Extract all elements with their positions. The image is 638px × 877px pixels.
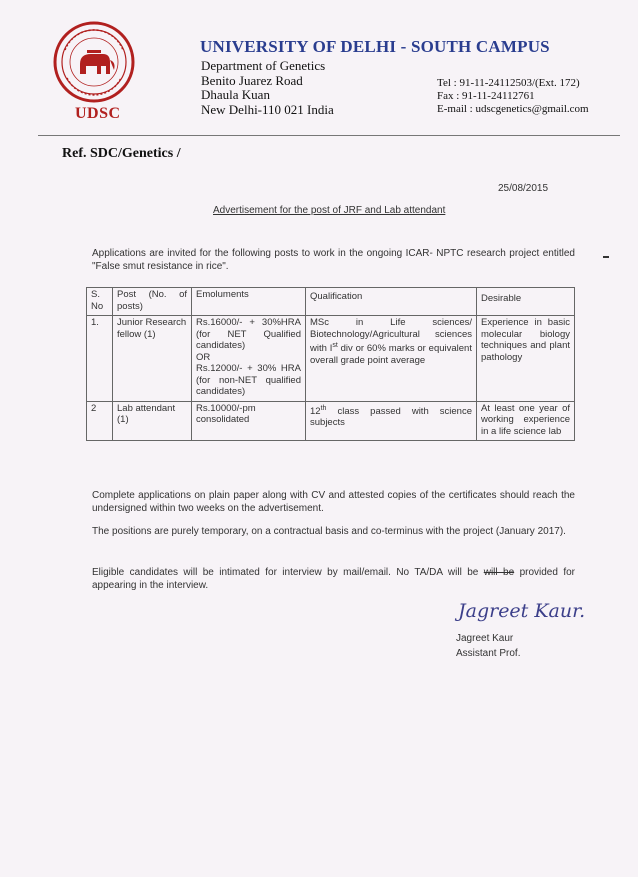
fax: Fax : 91-11-24112761 xyxy=(437,90,535,102)
superscript: st xyxy=(332,342,338,349)
header-cell: S. No xyxy=(87,288,113,316)
terms-paragraph: The positions are purely temporary, on a contractual basis and co-terminus with the project (January 2017). xyxy=(92,526,566,537)
header-cell: Qualification xyxy=(306,288,477,316)
serial-cell: 2 xyxy=(87,401,113,441)
eligibility-paragraph xyxy=(92,567,575,592)
eligibility-text: provided for appearing in the interview. xyxy=(92,567,575,591)
qualification-text: 12 xyxy=(310,405,321,417)
post-cell: Junior Research fellow (1) xyxy=(113,316,192,402)
margin-mark xyxy=(603,256,609,258)
qualification-cell xyxy=(306,401,477,441)
qualification-text: class passed with science subjects xyxy=(310,405,472,429)
table-header-row xyxy=(87,288,575,316)
emolument-non-net: Rs.12000/- + 30% HRA (for non-NET qualified candidates) xyxy=(196,363,301,397)
qualification-text: div or 60% marks or equivalent overall grade point average xyxy=(310,343,472,366)
email: E-mail : udscgenetics@gmail.com xyxy=(437,103,589,115)
emoluments-cell: Rs.10000/-pm consolidated xyxy=(192,401,306,441)
address-line: Benito Juarez Road xyxy=(201,72,303,88)
emoluments-cell xyxy=(192,316,306,402)
application-paragraph: Complete applications on plain paper along with CV and attested copies of the certificates should reach the undersigned within two weeks on the advertisement. xyxy=(92,490,575,514)
struck-text: will be xyxy=(483,567,515,578)
address-line: New Delhi-110 021 India xyxy=(201,101,334,117)
header-cell: Emoluments xyxy=(192,288,306,316)
header-cell: Post (No. of posts) xyxy=(113,288,192,316)
letter-date: 25/08/2015 xyxy=(498,183,549,194)
logo-wordmark: UDSC xyxy=(75,105,121,122)
table-row xyxy=(87,401,575,441)
handwritten-signature: Jagreet Kaur. xyxy=(458,600,586,622)
intro-paragraph: Applications are invited for the following posts to work in the ongoing ICAR- NPTC research project entitled "False smut resistance in rice". xyxy=(92,248,575,272)
header-divider xyxy=(38,135,620,136)
serial-cell: 1. xyxy=(87,316,113,402)
university-title: UNIVERSITY OF DELHI - SOUTH CAMPUS xyxy=(200,37,550,56)
posts-table xyxy=(86,287,575,441)
address-line: Department of Genetics xyxy=(201,58,326,73)
header-cell: Desirable xyxy=(477,288,575,316)
address-line: Dhaula Kuan xyxy=(201,87,270,102)
signatory-name: Jagreet Kaur xyxy=(456,633,514,644)
university-seal-logo xyxy=(53,20,135,104)
reference-number: Ref. SDC/Genetics / xyxy=(62,146,181,161)
signatory xyxy=(456,631,520,661)
desirable-cell: At least one year of working experience in a life science lab xyxy=(477,401,575,441)
department-address xyxy=(201,59,334,117)
post-cell: Lab attendant (1) xyxy=(113,401,192,441)
telephone: Tel : 91-11-24112503/(Ext. 172) xyxy=(437,77,580,89)
table-row xyxy=(87,316,575,402)
superscript: th xyxy=(320,404,327,412)
emolument-net: Rs.16000/- + 30%HRA (for NET Qualified candidates) xyxy=(196,317,301,351)
contact-block xyxy=(437,77,589,116)
qualification-text: MSc in Life sciences/ Biotechnology/Agricultural sciences with I xyxy=(310,317,472,355)
eligibility-text: Eligible candidates will be intimated for interview by mail/email. No TA/DA will be xyxy=(92,567,484,578)
signatory-title: Assistant Prof. xyxy=(456,648,521,659)
qualification-cell xyxy=(306,316,477,402)
desirable-cell: Experience in basic molecular biology techniques and plant pathology xyxy=(477,316,575,402)
advertisement-title: Advertisement for the post of JRF and Lab attendant xyxy=(213,205,446,216)
emolument-or: OR xyxy=(196,351,211,363)
